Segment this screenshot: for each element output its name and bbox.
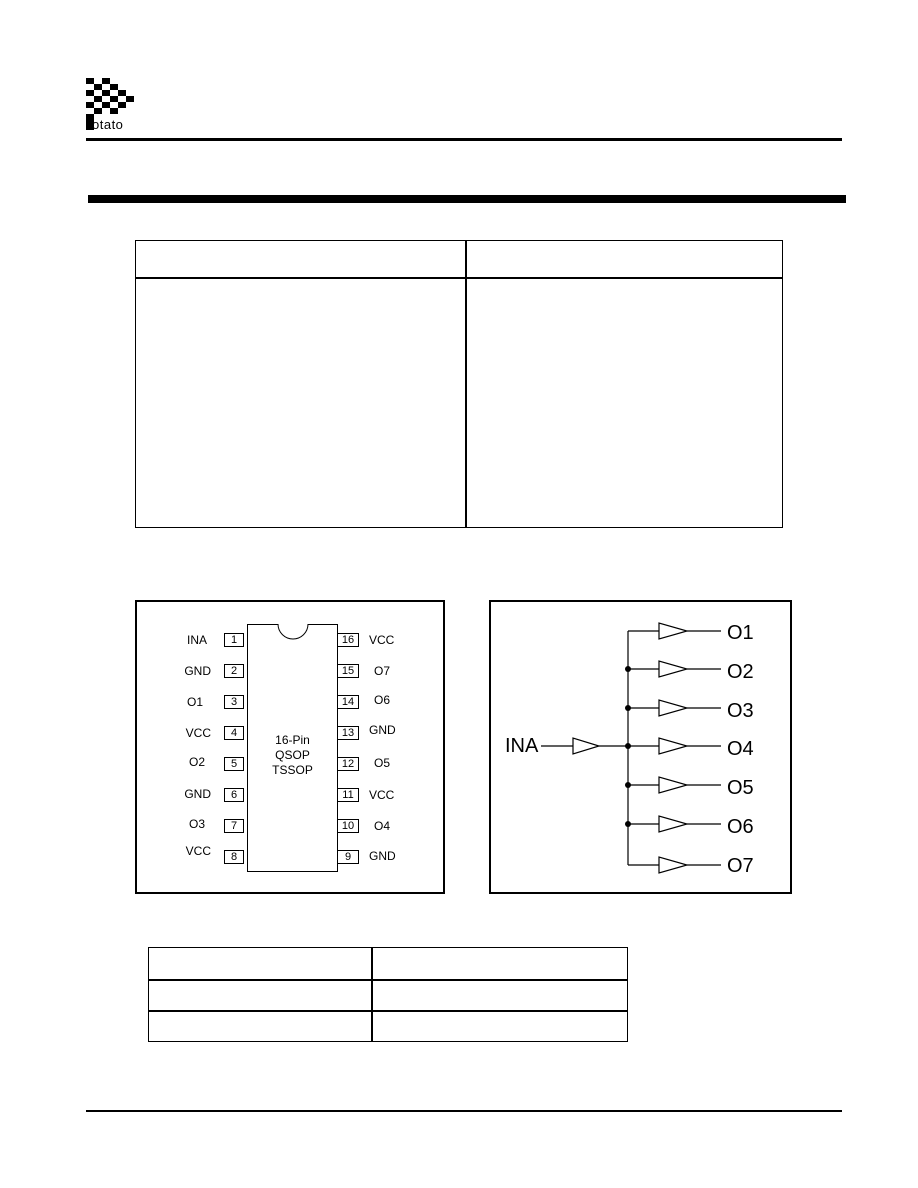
pin-label: VCC xyxy=(185,726,211,740)
pin-label: O6 xyxy=(374,693,391,707)
output-label: O6 xyxy=(727,816,754,838)
pin-label: GND xyxy=(184,664,211,678)
pin-number: 7 xyxy=(224,819,244,833)
junction-dot xyxy=(625,666,631,672)
ic-package-body xyxy=(247,624,338,872)
pin-label: O4 xyxy=(374,819,391,833)
features-table-column-divider xyxy=(465,241,467,527)
output-label: O3 xyxy=(727,700,754,722)
header-rule xyxy=(86,138,842,141)
ordering-table-row-divider xyxy=(149,979,627,981)
junction-dot xyxy=(625,821,631,827)
pin-label: GND xyxy=(369,849,396,863)
pin-number: 14 xyxy=(337,695,359,709)
ic-notch-icon xyxy=(277,624,309,640)
pin-number: 2 xyxy=(224,664,244,678)
pin-number: 11 xyxy=(337,788,359,802)
output-label: O1 xyxy=(727,622,754,644)
pin-label: O5 xyxy=(374,756,391,770)
input-buffer-icon xyxy=(573,738,599,754)
pin-number: 16 xyxy=(337,633,359,647)
junction-dot xyxy=(625,705,631,711)
pin-number: 8 xyxy=(224,850,244,864)
ordering-table-column-divider xyxy=(371,948,373,1041)
input-label: INA xyxy=(505,735,539,757)
ordering-table-row-divider xyxy=(149,1010,627,1012)
pin-label: O1 xyxy=(186,695,203,709)
output-branch-5 xyxy=(628,777,721,793)
output-label: O5 xyxy=(727,777,754,799)
pin-number: 15 xyxy=(337,664,359,678)
pin-label: GND xyxy=(184,787,211,801)
output-branch-4 xyxy=(628,738,721,754)
output-branch-1 xyxy=(628,623,721,639)
pin-label: O7 xyxy=(374,664,391,678)
pin-number: 1 xyxy=(224,633,244,647)
features-table xyxy=(135,240,783,528)
pin-number: 3 xyxy=(224,695,244,709)
ordering-table xyxy=(148,947,628,1042)
package-line-3: TSSOP xyxy=(272,763,313,777)
output-label: O2 xyxy=(727,661,754,683)
title-rule xyxy=(88,195,846,203)
pin-label: VCC xyxy=(185,844,211,858)
pin-label: VCC xyxy=(369,633,395,647)
logo-text: otato xyxy=(92,117,124,132)
output-label: O4 xyxy=(727,738,754,760)
output-label: O7 xyxy=(727,855,754,877)
pin-label: VCC xyxy=(369,788,395,802)
output-branch-3 xyxy=(628,700,721,716)
pin-number: 5 xyxy=(224,757,244,771)
pin-configuration-panel xyxy=(135,600,445,894)
pin-number: 13 xyxy=(337,726,359,740)
pin-label: GND xyxy=(369,723,396,737)
package-line-1: 16-Pin xyxy=(275,733,310,747)
features-table-header-divider xyxy=(136,277,782,279)
pin-label: O2 xyxy=(188,755,205,769)
pin-number: 4 xyxy=(224,726,244,740)
pin-number: 9 xyxy=(337,850,359,864)
output-branch-7 xyxy=(628,857,721,873)
logic-diagram-panel xyxy=(489,600,792,894)
output-branch-6 xyxy=(628,816,721,832)
junction-dot xyxy=(625,782,631,788)
pin-number: 10 xyxy=(337,819,359,833)
footer-rule xyxy=(86,1110,842,1112)
pin-label: O3 xyxy=(188,817,205,831)
pin-number: 6 xyxy=(224,788,244,802)
output-branch-2 xyxy=(628,661,721,677)
pin-number: 12 xyxy=(337,757,359,771)
package-line-2: QSOP xyxy=(275,748,310,762)
pin-label: INA xyxy=(186,633,207,647)
junction-dot xyxy=(625,743,631,749)
